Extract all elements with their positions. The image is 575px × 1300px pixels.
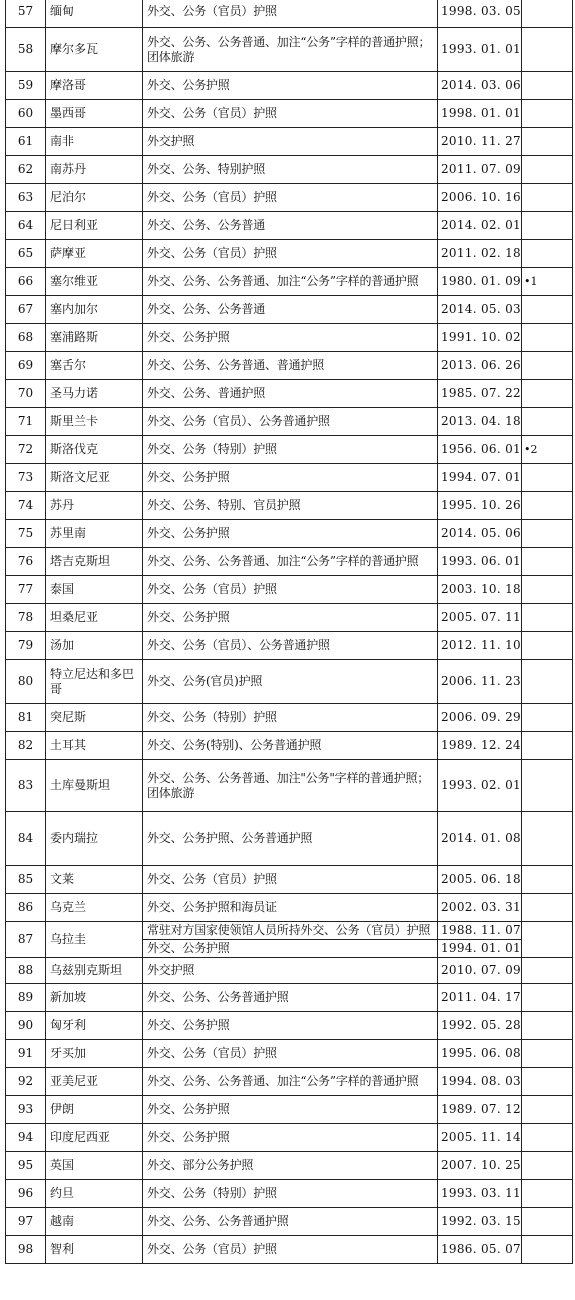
- row-number: 92: [6, 1068, 46, 1096]
- table-body: [6, 0, 573, 1264]
- footnote-marker: [522, 660, 573, 704]
- footnote-marker: [522, 1236, 573, 1264]
- table-row: [6, 1068, 573, 1096]
- country-name: 南苏丹: [46, 156, 143, 184]
- country-name: 智利: [46, 1236, 143, 1264]
- footnote-marker: [522, 958, 573, 984]
- passport-types: 常驻对方国家使领馆人员所持外交、公务（官员）护照: [143, 922, 438, 940]
- table-row: [6, 128, 573, 156]
- row-number: 71: [6, 408, 46, 436]
- passport-types: 外交、公务护照: [143, 520, 438, 548]
- effective-date: 1956. 06. 01: [438, 436, 522, 464]
- row-number: 69: [6, 352, 46, 380]
- country-name: 约旦: [46, 1180, 143, 1208]
- row-number: 63: [6, 184, 46, 212]
- passport-types: 外交护照: [143, 128, 438, 156]
- passport-types: 外交、公务（特别）护照: [143, 1180, 438, 1208]
- effective-date: 1993. 03. 11: [438, 1180, 522, 1208]
- row-number: 64: [6, 212, 46, 240]
- row-number: 84: [6, 812, 46, 866]
- effective-date: 2006. 09. 29: [438, 704, 522, 732]
- effective-date: 2011. 02. 18: [438, 240, 522, 268]
- table-row: [6, 1180, 573, 1208]
- passport-types: 外交、部分公务护照: [143, 1152, 438, 1180]
- effective-date: 2013. 04. 18: [438, 408, 522, 436]
- table-row: [6, 660, 573, 704]
- row-number: 70: [6, 380, 46, 408]
- passport-types: 外交、公务、普通护照: [143, 380, 438, 408]
- country-name: 缅甸: [46, 0, 143, 28]
- footnote-marker: [522, 984, 573, 1012]
- effective-date: 2014. 03. 06: [438, 72, 522, 100]
- passport-types: 外交、公务、公务普通、普通护照: [143, 352, 438, 380]
- passport-types: 外交、公务（官员）护照: [143, 184, 438, 212]
- footnote-marker: [522, 324, 573, 352]
- effective-date: 2014. 05. 06: [438, 520, 522, 548]
- passport-types: 外交、公务护照: [143, 1096, 438, 1124]
- table-row: [6, 380, 573, 408]
- table-row: [6, 1096, 573, 1124]
- effective-date: 1989. 07. 12: [438, 1096, 522, 1124]
- table-row: [6, 520, 573, 548]
- footnote-marker: [522, 100, 573, 128]
- table-row: [6, 156, 573, 184]
- footnote-marker: [522, 72, 573, 100]
- footnote-marker: [522, 28, 573, 72]
- row-number: 59: [6, 72, 46, 100]
- effective-date: 1986. 05. 07: [438, 1236, 522, 1264]
- passport-types: 外交、公务(特别)、公务普通护照: [143, 732, 438, 760]
- effective-date: 2014. 01. 08: [438, 812, 522, 866]
- table-row: [6, 812, 573, 866]
- table-row: [6, 1152, 573, 1180]
- passport-types: 外交、公务护照: [143, 464, 438, 492]
- footnote-marker: [522, 492, 573, 520]
- table-row: [6, 268, 573, 296]
- table-row: [6, 1040, 573, 1068]
- effective-date: 2003. 10. 18: [438, 576, 522, 604]
- country-name: 摩洛哥: [46, 72, 143, 100]
- passport-types: 外交、公务、公务普通护照: [143, 1208, 438, 1236]
- effective-date: 1992. 03. 15: [438, 1208, 522, 1236]
- footnote-marker: [522, 576, 573, 604]
- footnote-marker: [522, 156, 573, 184]
- country-name: 英国: [46, 1152, 143, 1180]
- passport-types: 外交、公务护照: [143, 1124, 438, 1152]
- country-name: 乌兹别克斯坦: [46, 958, 143, 984]
- effective-date: 1988. 11. 07: [438, 922, 522, 940]
- effective-date: 2005. 11. 14: [438, 1124, 522, 1152]
- row-number: 97: [6, 1208, 46, 1236]
- passport-types: 外交、公务（特别）护照: [143, 704, 438, 732]
- row-number: 98: [6, 1236, 46, 1264]
- effective-date: 2010. 11. 27: [438, 128, 522, 156]
- passport-types: 外交、公务（官员）护照: [143, 576, 438, 604]
- table-row: [6, 548, 573, 576]
- row-number: 94: [6, 1124, 46, 1152]
- footnote-marker: [522, 520, 573, 548]
- table-row: [6, 212, 573, 240]
- effective-date: 2014. 05. 03: [438, 296, 522, 324]
- effective-date: 1994. 07. 01: [438, 464, 522, 492]
- footnote-marker: [522, 760, 573, 812]
- passport-types: 外交、公务(官员)护照: [143, 660, 438, 704]
- table-row: [6, 408, 573, 436]
- effective-date: 2005. 06. 18: [438, 866, 522, 894]
- country-name: 泰国: [46, 576, 143, 604]
- footnote-marker: [522, 128, 573, 156]
- row-number: 76: [6, 548, 46, 576]
- footnote-marker: [522, 548, 573, 576]
- footnote-marker: [522, 894, 573, 922]
- row-number: 89: [6, 984, 46, 1012]
- country-name: 突尼斯: [46, 704, 143, 732]
- country-name: 塞尔维亚: [46, 268, 143, 296]
- effective-date: 2006. 10. 16: [438, 184, 522, 212]
- row-number: 79: [6, 632, 46, 660]
- effective-date: 1998. 01. 01: [438, 100, 522, 128]
- row-number: 57: [6, 0, 46, 28]
- country-name: 乌拉圭: [46, 922, 143, 958]
- passport-types: 外交、公务、特别护照: [143, 156, 438, 184]
- effective-date: 2010. 07. 09: [438, 958, 522, 984]
- passport-types: 外交、公务（官员）护照: [143, 100, 438, 128]
- passport-types: 外交、公务、公务普通、加注“公务”字样的普通护照: [143, 548, 438, 576]
- effective-date: 1980. 01. 09: [438, 268, 522, 296]
- row-number: 78: [6, 604, 46, 632]
- country-name: 伊朗: [46, 1096, 143, 1124]
- footnote-marker: [522, 184, 573, 212]
- effective-date: 2011. 04. 17: [438, 984, 522, 1012]
- footnote-marker: [522, 1180, 573, 1208]
- country-name: 牙买加: [46, 1040, 143, 1068]
- effective-date: 2007. 10. 25: [438, 1152, 522, 1180]
- footnote-marker: [522, 632, 573, 660]
- passport-types: 外交、公务护照、公务普通护照: [143, 812, 438, 866]
- footnote-marker: [522, 1012, 573, 1040]
- table-row: [6, 464, 573, 492]
- effective-date: 1985. 07. 22: [438, 380, 522, 408]
- row-number: 66: [6, 268, 46, 296]
- effective-date: 2012. 11. 10: [438, 632, 522, 660]
- footnote-marker: [522, 922, 573, 958]
- row-number: 88: [6, 958, 46, 984]
- footnote-marker: •1: [522, 268, 573, 296]
- passport-types: 外交、公务护照: [143, 1012, 438, 1040]
- footnote-marker: [522, 1068, 573, 1096]
- passport-types: 外交、公务护照和海员证: [143, 894, 438, 922]
- visa-exemption-table: [5, 0, 573, 1264]
- effective-date: 1992. 05. 28: [438, 1012, 522, 1040]
- effective-date: 1993. 01. 01: [438, 28, 522, 72]
- row-number: 61: [6, 128, 46, 156]
- footnote-marker: [522, 352, 573, 380]
- effective-date: 1989. 12. 24: [438, 732, 522, 760]
- country-name: 斯洛文尼亚: [46, 464, 143, 492]
- table-row: [6, 1208, 573, 1236]
- row-number: 85: [6, 866, 46, 894]
- effective-date: 2005. 07. 11: [438, 604, 522, 632]
- country-name: 斯洛伐克: [46, 436, 143, 464]
- row-number: 87: [6, 922, 46, 958]
- country-name: 匈牙利: [46, 1012, 143, 1040]
- effective-date: 1993. 02. 01: [438, 760, 522, 812]
- passport-types: 外交、公务护照: [143, 324, 438, 352]
- table-row: [6, 732, 573, 760]
- effective-date: 2002. 03. 31: [438, 894, 522, 922]
- effective-date: 2013. 06. 26: [438, 352, 522, 380]
- passport-types: 外交、公务、特别、官员护照: [143, 492, 438, 520]
- table-row: [6, 1012, 573, 1040]
- row-number: 91: [6, 1040, 46, 1068]
- effective-date: 1995. 10. 26: [438, 492, 522, 520]
- row-number: 72: [6, 436, 46, 464]
- table-row: [6, 0, 573, 28]
- country-name: 圣马力诺: [46, 380, 143, 408]
- table-row: [6, 100, 573, 128]
- row-number: 58: [6, 28, 46, 72]
- footnote-marker: [522, 408, 573, 436]
- country-name: 苏里南: [46, 520, 143, 548]
- passport-types: 外交、公务（官员）护照: [143, 1236, 438, 1264]
- row-number: 82: [6, 732, 46, 760]
- passport-types: 外交、公务护照: [143, 604, 438, 632]
- table-row: [6, 296, 573, 324]
- table-row: [6, 632, 573, 660]
- passport-types: 外交、公务、公务普通、加注“公务”字样的普通护照；团体旅游: [143, 28, 438, 72]
- row-number: 96: [6, 1180, 46, 1208]
- footnote-marker: [522, 604, 573, 632]
- footnote-marker: [522, 380, 573, 408]
- row-number: 81: [6, 704, 46, 732]
- footnote-marker: [522, 812, 573, 866]
- footnote-marker: [522, 1096, 573, 1124]
- country-name: 塞内加尔: [46, 296, 143, 324]
- table-row: [6, 72, 573, 100]
- table-row: [6, 576, 573, 604]
- footnote-marker: [522, 296, 573, 324]
- row-number: 80: [6, 660, 46, 704]
- effective-date: 1994. 08. 03: [438, 1068, 522, 1096]
- table-row: [6, 604, 573, 632]
- country-name: 南非: [46, 128, 143, 156]
- row-number: 86: [6, 894, 46, 922]
- country-name: 特立尼达和多巴哥: [46, 660, 143, 704]
- row-number: 90: [6, 1012, 46, 1040]
- country-name: 塞舌尔: [46, 352, 143, 380]
- footnote-marker: [522, 212, 573, 240]
- row-number: 83: [6, 760, 46, 812]
- country-name: 汤加: [46, 632, 143, 660]
- row-number: 68: [6, 324, 46, 352]
- country-name: 塔吉克斯坦: [46, 548, 143, 576]
- table-row: [6, 1236, 573, 1264]
- passport-types: 外交、公务（官员）护照: [143, 240, 438, 268]
- passport-types: 外交、公务护照: [143, 72, 438, 100]
- row-number: 95: [6, 1152, 46, 1180]
- footnote-marker: [522, 240, 573, 268]
- footnote-marker: [522, 1208, 573, 1236]
- passport-types: 外交、公务（官员）护照: [143, 866, 438, 894]
- footnote-marker: [522, 704, 573, 732]
- row-number: 67: [6, 296, 46, 324]
- country-name: 摩尔多瓦: [46, 28, 143, 72]
- footnote-marker: [522, 1124, 573, 1152]
- country-name: 乌克兰: [46, 894, 143, 922]
- country-name: 新加坡: [46, 984, 143, 1012]
- passport-types: 外交、公务、公务普通、加注“公务”字样的普通护照: [143, 1068, 438, 1096]
- footnote-marker: [522, 866, 573, 894]
- country-name: 委内瑞拉: [46, 812, 143, 866]
- table-row: [6, 28, 573, 72]
- row-number: 65: [6, 240, 46, 268]
- country-name: 萨摩亚: [46, 240, 143, 268]
- table-row: [6, 324, 573, 352]
- effective-date: 1991. 10. 02: [438, 324, 522, 352]
- row-number: 77: [6, 576, 46, 604]
- passport-types: 外交、公务、公务普通、加注“公务”字样的普通护照: [143, 268, 438, 296]
- country-name: 印度尼西亚: [46, 1124, 143, 1152]
- effective-date: 1998. 03. 05: [438, 0, 522, 28]
- table-row: [6, 240, 573, 268]
- footnote-marker: [522, 464, 573, 492]
- effective-date: 2006. 11. 23: [438, 660, 522, 704]
- footnote-marker: [522, 1152, 573, 1180]
- table-row: [6, 894, 573, 922]
- passport-types: 外交、公务、公务普通护照: [143, 984, 438, 1012]
- passport-types: 外交、公务（官员）、公务普通护照: [143, 408, 438, 436]
- country-name: 塞浦路斯: [46, 324, 143, 352]
- table-row: [6, 958, 573, 984]
- table-row: [6, 436, 573, 464]
- footnote-marker: [522, 732, 573, 760]
- table-row: [6, 984, 573, 1012]
- effective-date: 2014. 02. 01: [438, 212, 522, 240]
- country-name: 亚美尼亚: [46, 1068, 143, 1096]
- table-row: [6, 760, 573, 812]
- table-row: [6, 492, 573, 520]
- table-row: [6, 184, 573, 212]
- row-number: 74: [6, 492, 46, 520]
- country-name: 越南: [46, 1208, 143, 1236]
- footnote-marker: [522, 0, 573, 28]
- passport-types: 外交、公务、公务普通: [143, 296, 438, 324]
- row-number: 93: [6, 1096, 46, 1124]
- row-number: 60: [6, 100, 46, 128]
- passport-types: 外交、公务护照: [143, 940, 438, 958]
- country-name: 斯里兰卡: [46, 408, 143, 436]
- row-number: 62: [6, 156, 46, 184]
- passport-types: 外交、公务（官员）护照: [143, 1040, 438, 1068]
- table-row: [6, 704, 573, 732]
- passport-types: 外交、公务（官员）、公务普通护照: [143, 632, 438, 660]
- row-number: 73: [6, 464, 46, 492]
- effective-date: 1993. 06. 01: [438, 548, 522, 576]
- passport-types: 外交、公务、公务普通、加注"公务"字样的普通护照；团体旅游: [143, 760, 438, 812]
- country-name: 苏丹: [46, 492, 143, 520]
- footnote-marker: [522, 1040, 573, 1068]
- country-name: 土库曼斯坦: [46, 760, 143, 812]
- passport-types: 外交护照: [143, 958, 438, 984]
- footnote-marker: •2: [522, 436, 573, 464]
- country-name: 文莱: [46, 866, 143, 894]
- table-row: [6, 922, 573, 940]
- country-name: 土耳其: [46, 732, 143, 760]
- table-row: [6, 1124, 573, 1152]
- passport-types: 外交、公务（官员）护照: [143, 0, 438, 28]
- table-row: [6, 352, 573, 380]
- country-name: 尼日利亚: [46, 212, 143, 240]
- effective-date: 2011. 07. 09: [438, 156, 522, 184]
- effective-date: 1994. 01. 01: [438, 940, 522, 958]
- passport-types: 外交、公务、公务普通: [143, 212, 438, 240]
- country-name: 墨西哥: [46, 100, 143, 128]
- country-name: 尼泊尔: [46, 184, 143, 212]
- passport-types: 外交、公务（特别）护照: [143, 436, 438, 464]
- row-number: 75: [6, 520, 46, 548]
- table-row: [6, 866, 573, 894]
- effective-date: 1995. 06. 08: [438, 1040, 522, 1068]
- country-name: 坦桑尼亚: [46, 604, 143, 632]
